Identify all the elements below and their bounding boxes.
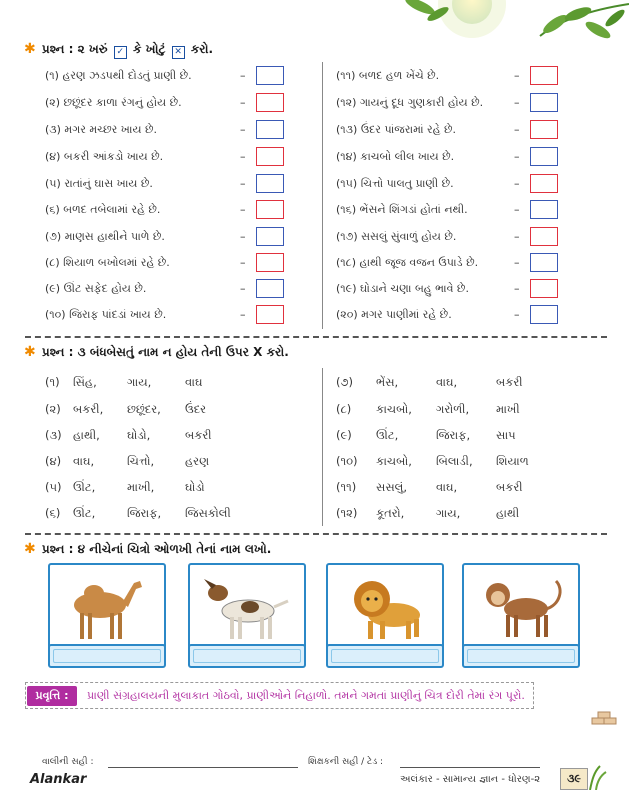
dash: – [240, 203, 246, 216]
q3-option[interactable]: શિયાળ [496, 454, 529, 468]
q2-row-11: (૧૧) બળદ હળ ખેંચે છે. [336, 69, 440, 82]
q2-row-20: (૨૦) મગર પાણીમાં રહે છે. [336, 308, 452, 321]
monkey-icon [464, 565, 578, 647]
dash: – [514, 123, 520, 136]
sun-leaves-decoration [390, 0, 629, 42]
q3-option[interactable]: વાઘ, [436, 375, 458, 389]
q2-word-true: ખરું [88, 42, 108, 56]
q2-statement: સસલું સુંવાળું હોય છે. [361, 230, 457, 243]
q3-option[interactable]: બિલાડી, [436, 454, 473, 468]
section-divider [25, 336, 607, 338]
q3-option[interactable]: બકરી [496, 480, 523, 494]
q2-row-5: (૫) રાતાંનું ઘાસ ખાય છે. [45, 177, 153, 190]
monkey-name-box[interactable] [462, 644, 580, 668]
monkey-picture [462, 563, 580, 649]
question-4-heading [24, 541, 271, 557]
q3-option[interactable]: ગાય, [127, 375, 152, 389]
answer-box[interactable] [530, 120, 558, 139]
dash: – [514, 282, 520, 295]
q3-option[interactable]: છછૂંદર, [127, 402, 161, 416]
answer-box[interactable] [530, 200, 558, 219]
q3-option[interactable]: જિસકોલી [185, 506, 231, 520]
answer-box[interactable] [256, 93, 284, 112]
camel-name-box[interactable] [48, 644, 166, 668]
q2-statement: હાથી જૂજ વજન ઉપાડે છે. [359, 256, 479, 269]
q2-statement: બકરી આંકડો ખાય છે. [63, 150, 164, 163]
q2-statement: ભેંસને શિંગડાં હોતાં નથી. [359, 203, 468, 216]
q3-option[interactable]: ગરોળી, [436, 402, 470, 416]
dash: – [514, 230, 520, 243]
dash: – [514, 177, 520, 190]
dash: – [240, 177, 246, 190]
answer-box[interactable] [256, 279, 284, 298]
q3-option[interactable]: ઊંટ, [73, 506, 96, 520]
dog-icon [190, 565, 304, 647]
q2-statement: કાચબો લીલ ખાય છે. [360, 150, 455, 163]
q2-row-3: (૩) મગર મચ્છર ખાય છે. [45, 123, 157, 136]
q3-option[interactable]: હાથી, [73, 428, 100, 442]
q2-row-17: (૧૭) સસલું સુંવાળું હોય છે. [336, 230, 457, 243]
q3-option[interactable]: ઘોડો, [127, 428, 151, 442]
dash: – [240, 69, 246, 82]
dash: – [514, 256, 520, 269]
q2-row-13: (૧૩) ઉંદર પાંજરામાં રહે છે. [336, 123, 457, 136]
star-icon: ✱ [24, 344, 36, 360]
q2-row-7: (૭) માણસ હાથીને પાળે છે. [45, 230, 165, 243]
answer-box[interactable] [256, 66, 284, 85]
q2-row-19: (૧૯) ઘોડાને ચણા બહુ ભાવે છે. [336, 282, 469, 295]
dog-picture [188, 563, 306, 649]
series-title: અલંકાર - સામાન્ય જ્ઞાન - ધોરણ-૨ [400, 774, 541, 785]
answer-box[interactable] [530, 66, 558, 85]
q2-row-18: (૧૮) હાથી જૂજ વજન ઉપાડે છે. [336, 256, 479, 269]
dash: – [514, 203, 520, 216]
star-icon: ✱ [24, 541, 36, 557]
q2-row-16: (૧૬) ભેંસને શિંગડાં હોતાં નથી. [336, 203, 468, 216]
answer-box[interactable] [530, 93, 558, 112]
q2-statement: છછૂંદર કાળા રંગનું હોય છે. [63, 96, 182, 109]
q2-row-9: (૯) ઊંટ સફેદ હોય છે. [45, 282, 147, 295]
q3-option[interactable]: વાઘ, [73, 454, 95, 468]
q3-option[interactable]: ચિત્તો, [127, 454, 155, 468]
dash: – [514, 150, 520, 163]
answer-box[interactable] [530, 227, 558, 246]
q3-option[interactable]: ઊંટ, [376, 428, 399, 442]
camel-icon [50, 565, 164, 647]
q2-word-do: કરો. [190, 42, 214, 56]
dog-name-box[interactable] [188, 644, 306, 668]
q3-option[interactable]: બકરી [496, 375, 523, 389]
answer-box[interactable] [530, 147, 558, 166]
activity-text: પ્રાણી સંગ્રહાલયની મુલાકાત ગોઠવો, પ્રાણીઓને નિહાળો. તમને ગમતાં પ્રાણીનું ચિત્ર દોરી તેમાં રંગ પૂરો. [87, 689, 525, 702]
question-2-heading [24, 41, 213, 59]
page-number: ૩૯ [560, 768, 588, 790]
q3-option[interactable]: જિરાફ, [127, 506, 162, 520]
dash: – [514, 69, 520, 82]
answer-box[interactable] [530, 305, 558, 324]
dash: – [240, 230, 246, 243]
q3-option[interactable]: હાથી [496, 506, 520, 520]
answer-box[interactable] [256, 227, 284, 246]
q2-statement: માણસ હાથીને પાળે છે. [64, 230, 165, 243]
q2-statement: મગર મચ્છર ખાય છે. [64, 123, 157, 136]
q3-option[interactable]: વાઘ, [436, 480, 458, 494]
cross-box-icon: ✕ [172, 46, 185, 59]
question-2-prefix: પ્રશ્ન : ૨ [41, 42, 85, 56]
activity-tag: પ્રવૃત્તિ : [27, 686, 77, 706]
lion-name-box[interactable] [326, 644, 444, 668]
q2-statement: બળદ હળ ખેંચે છે. [358, 69, 440, 82]
q3-option[interactable]: માખી, [127, 480, 155, 494]
dash: – [240, 96, 246, 109]
q3-option[interactable]: ગાય, [436, 506, 461, 520]
q2-statement: ગાયનું દૂધ ગુણકારી હોય છે. [359, 96, 484, 109]
q3-option[interactable]: વાઘ [185, 375, 203, 389]
parent-signature-label: વાલીની સહી : [42, 757, 94, 767]
question-4-title: નીચેનાં ચિત્રો ઓળખી તેનાં નામ લખો. [89, 542, 272, 556]
q3-option[interactable]: માખી [496, 402, 520, 416]
q2-row-10: (૧૦) જિરાફ પાંદડાં ખાય છે. [45, 308, 167, 321]
answer-box[interactable] [256, 305, 284, 324]
answer-box[interactable] [530, 174, 558, 193]
answer-box[interactable] [256, 200, 284, 219]
grass-icon [586, 762, 608, 790]
q2-row-4: (૪) બકરી આંકડો ખાય છે. [45, 150, 164, 163]
q2-row-12: (૧૨) ગાયનું દૂધ ગુણકારી હોય છે. [336, 96, 484, 109]
q2-statement: શિયાળ બખોલમાં રહે છે. [63, 256, 170, 269]
q3-option[interactable]: કાચબો, [376, 454, 412, 468]
answer-box[interactable] [256, 174, 284, 193]
q2-row-15: (૧૫) ચિત્તો પાલતુ પ્રાણી છે. [336, 177, 454, 190]
q2-row-14: (૧૪) કાચબો લીલ ખાય છે. [336, 150, 455, 163]
answer-box[interactable] [256, 253, 284, 272]
q3-option[interactable]: ઉંદર [185, 402, 207, 416]
q3-option[interactable]: ભેંસ, [376, 375, 399, 389]
question-3-x-mark: X [253, 345, 263, 359]
brick-decoration [590, 700, 620, 730]
q3-option[interactable]: હરણ [185, 454, 210, 468]
q3-option[interactable]: કૂતરો, [376, 506, 405, 520]
q2-row-2: (૨) છછૂંદર કાળા રંગનું હોય છે. [45, 96, 182, 109]
q2-row-8: (૮) શિયાળ બખોલમાં રહે છે. [45, 256, 170, 269]
question-3-heading [24, 344, 289, 360]
q2-statement: બળદ તબેલામાં રહે છે. [63, 203, 161, 216]
q2-statement: હરણ ઝડપથી દોડતું પ્રાણી છે. [62, 69, 192, 82]
star-icon: ✱ [24, 41, 36, 57]
question-3-prefix: પ્રશ્ન : ૩ [41, 345, 86, 359]
q2-statement: ઘોડાને ચણા બહુ ભાવે છે. [360, 282, 469, 295]
question-3-title: બંધબેસતું નામ ન હોય તેની ઉપર [89, 345, 249, 359]
dash: – [514, 308, 520, 321]
q2-statement: ચિત્તો પાલતુ પ્રાણી છે. [360, 177, 454, 190]
q2-statement: રાતાંનું ઘાસ ખાય છે. [64, 177, 153, 190]
dash: – [240, 308, 246, 321]
answer-box[interactable] [530, 253, 558, 272]
camel-picture [48, 563, 166, 649]
q3-option[interactable]: જિરાફ, [436, 428, 471, 442]
question-4-prefix: પ્રશ્ન : ૪ [41, 542, 86, 556]
teacher-signature-line[interactable] [400, 767, 540, 768]
q2-statement: મગર પાણીમાં રહે છે. [361, 308, 452, 321]
q2-row-1: (૧) હરણ ઝડપથી દોડતું પ્રાણી છે. [45, 69, 192, 82]
q3-option[interactable]: કાચબો, [376, 402, 412, 416]
dash: – [240, 282, 246, 295]
question-3-end: કરો. [266, 345, 289, 359]
parent-signature-line[interactable] [108, 767, 298, 768]
q2-word-or-false: કે ખોટું [132, 42, 166, 56]
q2-column-divider [322, 62, 323, 329]
dash: – [240, 123, 246, 136]
dash: – [240, 256, 246, 269]
q3-option[interactable]: સિંહ, [73, 375, 97, 389]
q2-statement: ઉંદર પાંજરામાં રહે છે. [360, 123, 457, 136]
answer-box[interactable] [530, 279, 558, 298]
q2-row-6: (૬) બળદ તબેલામાં રહે છે. [45, 203, 161, 216]
teacher-signature-label: શિક્ષકની સહી / ટેડ : [308, 757, 384, 767]
q3-option[interactable]: સસલું, [376, 480, 407, 494]
answer-box[interactable] [256, 120, 284, 139]
q3-option[interactable]: ઊંટ, [73, 480, 96, 494]
q3-option[interactable]: ઘોડો [185, 480, 205, 494]
lion-picture [326, 563, 444, 649]
dash: – [240, 150, 246, 163]
q3-column-divider [322, 368, 323, 526]
answer-box[interactable] [256, 147, 284, 166]
q3-option[interactable]: સાપ [496, 428, 516, 442]
q2-statement: જિરાફ પાંદડાં ખાય છે. [69, 308, 167, 321]
q3-option[interactable]: બકરી [185, 428, 212, 442]
lion-icon [328, 565, 442, 647]
brand-logo: Alankar [30, 772, 87, 787]
q3-option[interactable]: બકરી, [73, 402, 104, 416]
tick-box-icon: ✓ [114, 46, 127, 59]
section-divider [25, 533, 607, 535]
q2-statement: ઊંટ સફેદ હોય છે. [63, 282, 147, 295]
dash: – [514, 96, 520, 109]
